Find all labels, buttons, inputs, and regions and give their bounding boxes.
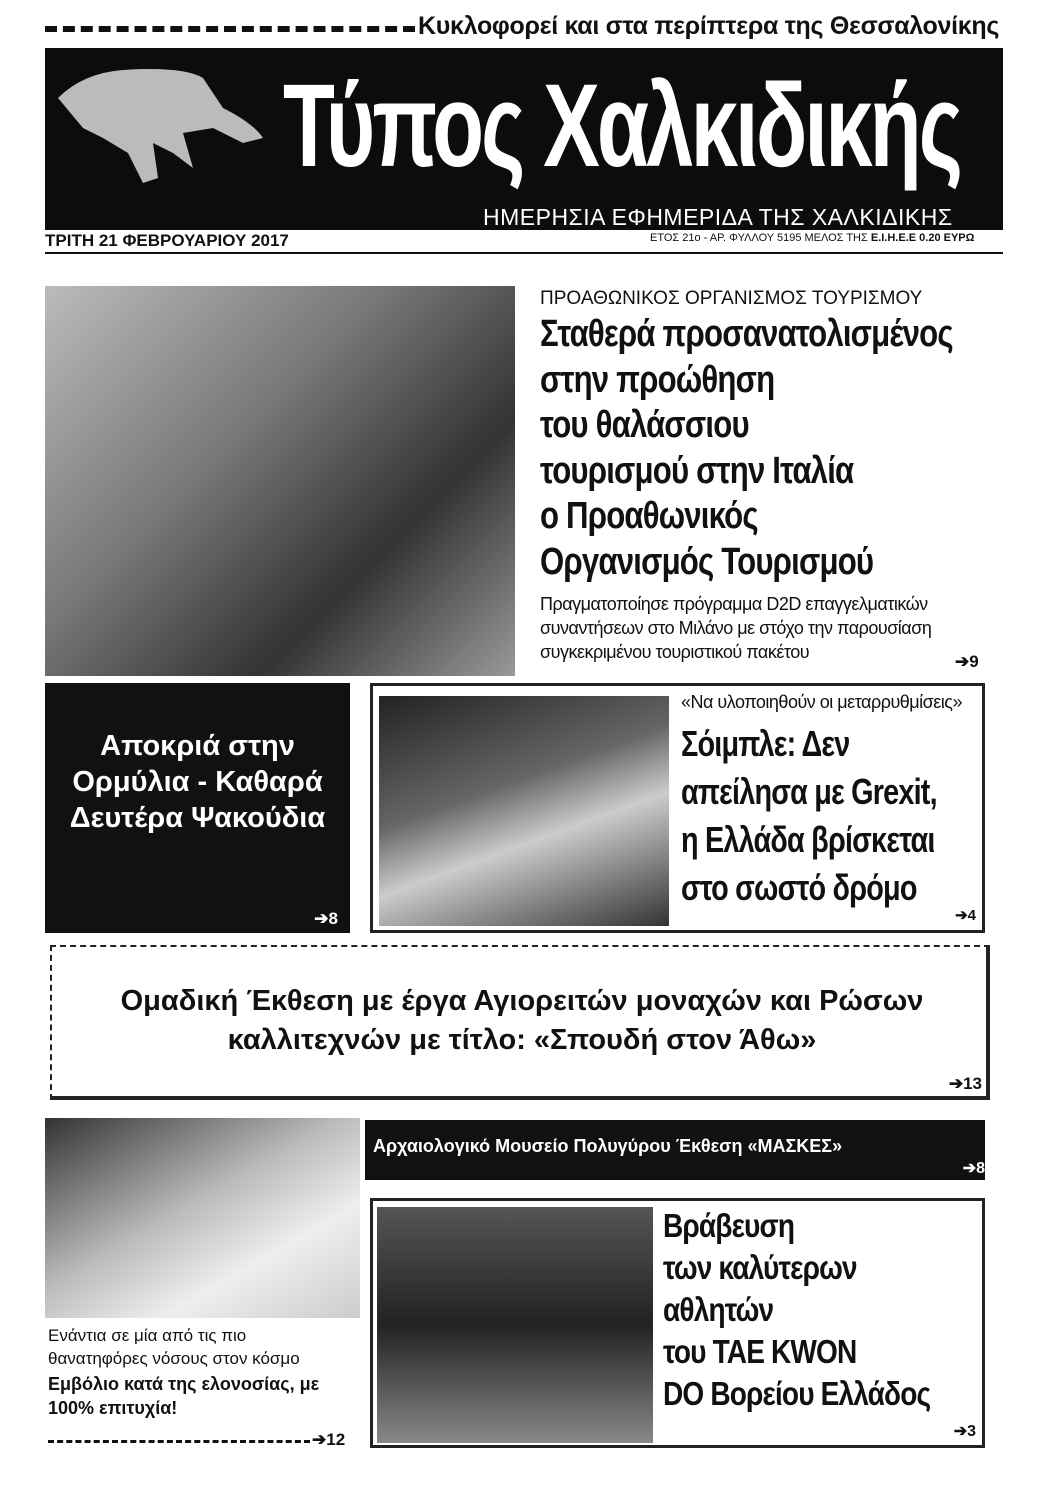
headline-line: Βράβευση: [663, 1207, 795, 1244]
headline-line: ο Προαθωνικός: [540, 495, 758, 537]
taekwondo-page-ref: ➔3: [953, 1423, 976, 1440]
chalkidiki-map: [53, 58, 268, 188]
headline-line: των καλύτερων: [663, 1249, 857, 1286]
headline-line: η Ελλάδα βρίσκεται: [681, 819, 935, 860]
vaccine-headline: Εμβόλιο κατά της ελονοσίας, με 100% επιτυχία!: [48, 1374, 320, 1418]
map-icon: [53, 58, 268, 188]
headline-line: Σόιμπλε: Δεν: [681, 723, 850, 764]
taekwondo-photo: [377, 1207, 653, 1443]
headline-line: αθλητών: [663, 1291, 774, 1328]
header-rule: [45, 252, 1003, 254]
schauble-page-ref: ➔4: [955, 907, 976, 924]
museum-page-ref: ➔8: [962, 1160, 985, 1177]
lead-photo: [45, 286, 515, 676]
taekwondo-headline: [663, 1205, 930, 1415]
headline-line: DO Βορείου Ελλάδος: [663, 1375, 931, 1412]
price: 0.20 ΕΥΡΩ: [919, 232, 975, 244]
newspaper-subtitle: ΗΜΕΡΗΣΙΑ ΕΦΗΜΕΡΙΔΑ ΤΗΣ ΧΑΛΚΙΔΙΚΗΣ: [483, 204, 953, 230]
issue-date: ΤΡΙΤΗ 21 ΦΕΒΡΟΥΑΡΙΟΥ 2017: [45, 231, 289, 250]
member: Ε.Ι.Η.Ε.Ε: [870, 232, 917, 244]
headline-line: Οργανισμός Τουρισμού: [540, 540, 874, 583]
headline-line: στην προώθηση: [540, 358, 775, 401]
schauble-photo: [379, 696, 669, 926]
vaccine-photo: [45, 1118, 360, 1318]
headline-line: στο σωστό δρόμο: [681, 867, 917, 908]
lead-headline: [540, 312, 953, 585]
carnival-box: [45, 683, 350, 933]
schauble-kicker: «Να υλοποιηθούν οι μεταρρυθμίσεις»: [681, 692, 962, 712]
headline-line: απείλησα με Grexit,: [681, 771, 937, 812]
museum-headline: Αρχαιολογικό Μουσείο Πολυγύρου Έκθεση «ΜΑΣΚΕΣ»: [373, 1136, 843, 1156]
lead-kicker: ΠΡΟΑΘΩΝΙΚΟΣ ΟΡΓΑΝΙΣΜΟΣ ΤΟΥΡΙΣΜΟΥ: [540, 288, 923, 309]
vaccine-text: Ενάντια σε μία από τις πιο θανατηφόρες νόσους στον κόσμο: [48, 1326, 300, 1368]
exhibition-box: [50, 945, 990, 1100]
lead-page-ref: ➔9: [955, 652, 979, 671]
vaccine-page-ref: ➔12: [312, 1430, 346, 1449]
headline-line: Σταθερά προσανατολισμένος: [540, 313, 953, 355]
circulation-note: Κυκλοφορεί και στα περίπτερα της Θεσσαλονίκης: [418, 12, 1000, 40]
exhibition-headline: Ομαδική Έκθεση με έργα Αγιορειτών μοναχών και Ρώσων καλλιτεχνών με τίτλο: «Σπουδή στον Άθω»: [120, 985, 924, 1056]
carnival-page-ref: ➔8: [314, 909, 338, 928]
issue-number: ΕΤΟΣ 21ο - ΑΡ. ΦΥΛΛΟΥ 5195 ΜΕΛΟΣ ΤΗΣ: [650, 232, 871, 244]
dash-dot-rule: [48, 1440, 310, 1443]
schauble-headline: [681, 720, 937, 912]
issue-info: [650, 232, 974, 244]
schauble-box: [370, 683, 985, 933]
headline-line: τουρισμού στην Ιταλία: [540, 449, 854, 492]
carnival-headline: Αποκριά στην Ορμύλια - Καθαρά Δευτέρα Ψακούδια: [69, 730, 326, 834]
masthead-banner: [45, 48, 1003, 230]
newspaper-title: Τύπος Χαλκιδικής: [283, 60, 961, 192]
taekwondo-box: [370, 1198, 985, 1448]
headline-line: του TAE KWON: [663, 1333, 857, 1370]
dashed-rule: [45, 26, 415, 32]
headline-line: του θαλάσσιου: [540, 404, 749, 446]
museum-bar: [365, 1120, 985, 1180]
exhibition-page-ref: ➔13: [948, 1074, 982, 1093]
lead-summary: Πραγματοποίησε πρόγραμμα D2D επαγγελματικών συναντήσεων στο Μιλάνο με στόχο την παρουσίαση συγκεκριμένου τουριστικού πακέτου: [540, 594, 932, 662]
